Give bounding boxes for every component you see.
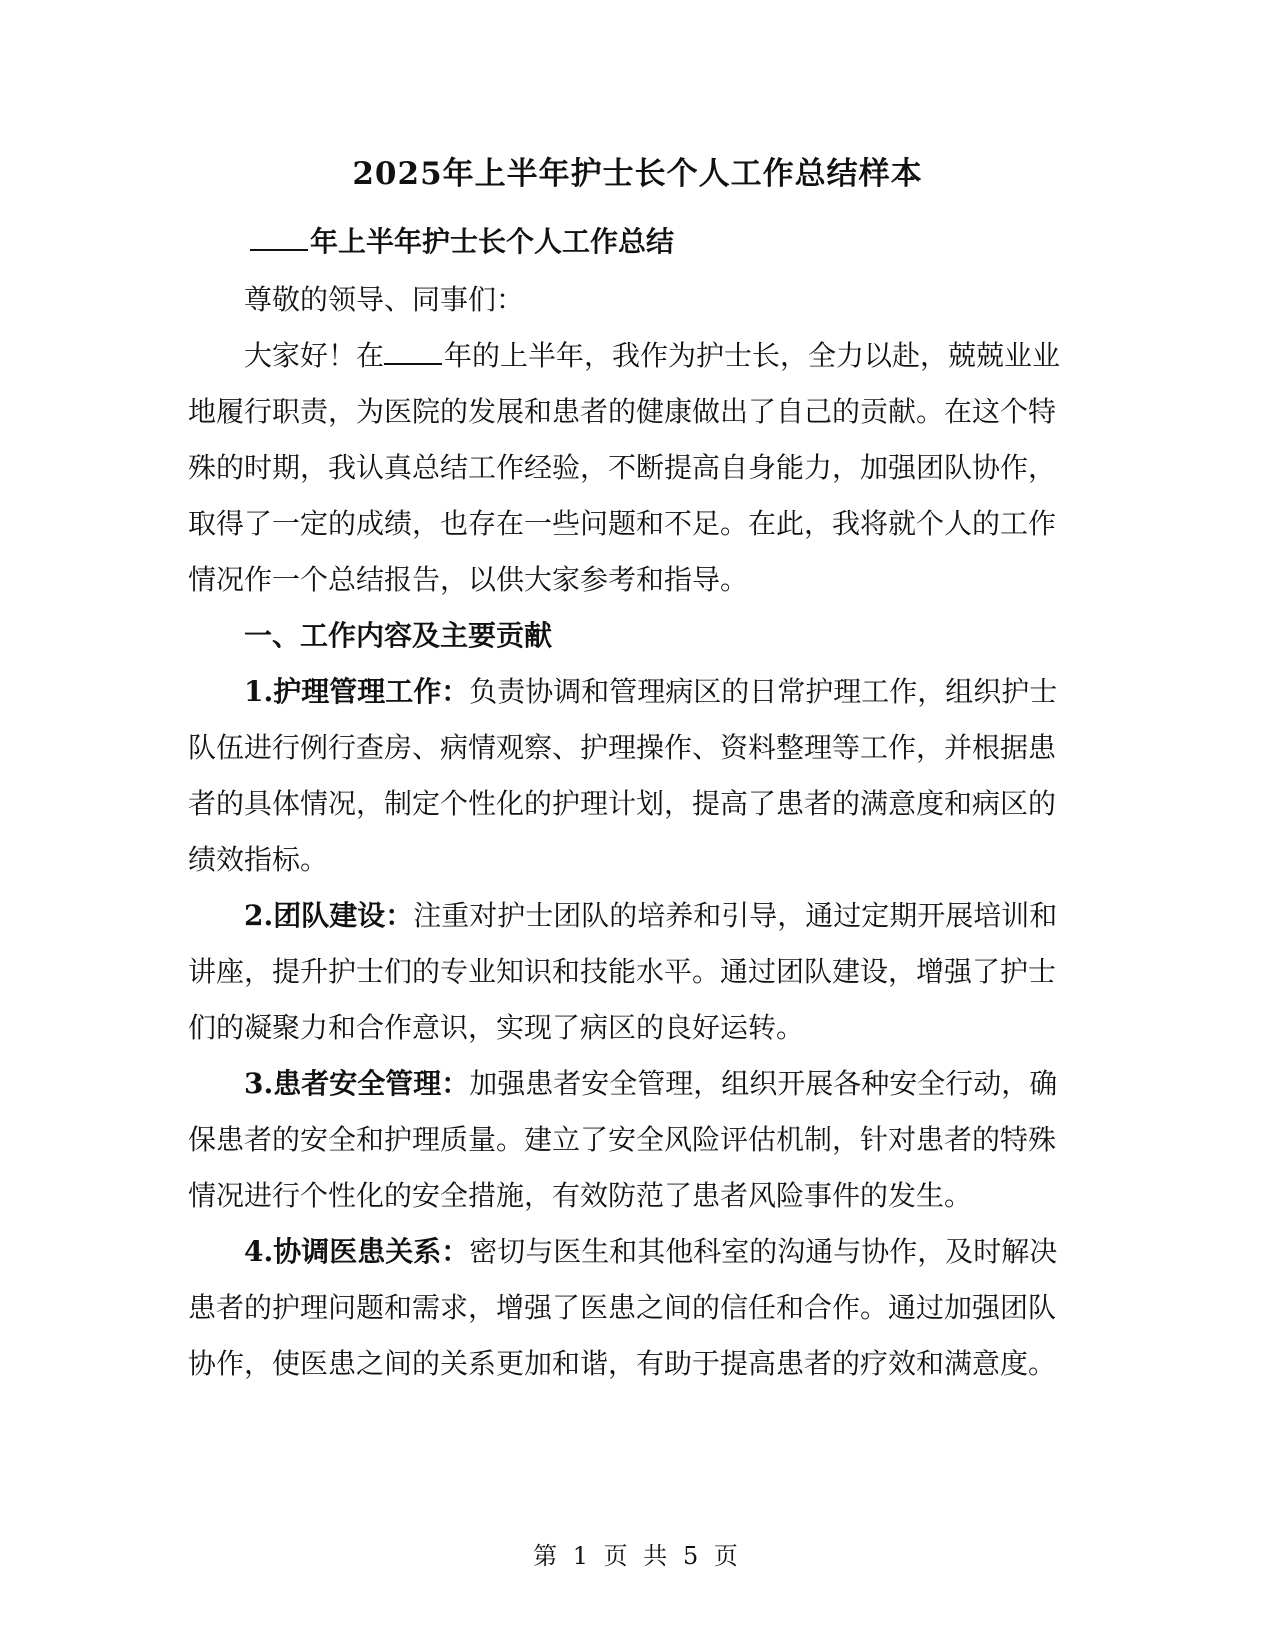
item-label: 2.团队建设： [244, 899, 414, 932]
list-item [188, 1056, 1068, 1224]
page-number: 第 1 页 共 5 页 [533, 1542, 742, 1570]
document-subtitle [188, 214, 1068, 270]
item-text: 负责协调和管理病区的日常护理工作，组织护士队伍进行例行查房、病情观察、护理操作、资料整理等工作，并根据患者的具体情况，制定个性化的护理计划，提高了患者的满意度和病区的绩效指标。 [188, 675, 1058, 876]
intro-part1: 大家好！在 [244, 339, 385, 372]
document-body [188, 214, 1068, 1392]
document-title: 2025年上半年护士长个人工作总结样本 [352, 156, 923, 192]
intro-blank [384, 339, 442, 365]
intro-part2: 年的上半年，我作为护士长，全力以赴，兢兢业业地履行职责，为医院的发展和患者的健康做出了自己的贡献。在这个特殊的时期，我认真总结工作经验，不断提高自身能力，加强团队协作，取得了一定的成绩，也存在一些问题和不足。在此，我将就个人的工作情况作一个总结报告，以供大家参考和指导。 [188, 339, 1061, 596]
section-heading: 一、工作内容及主要贡献 [244, 619, 553, 652]
list-item [188, 888, 1068, 1056]
item-text: 加强患者安全管理，组织开展各种安全行动，确保患者的安全和护理质量。建立了安全风险评估机制，针对患者的特殊情况进行个性化的安全措施，有效防范了患者风险事件的发生。 [188, 1067, 1058, 1212]
subtitle-blank [250, 225, 308, 251]
item-text: 密切与医生和其他科室的沟通与协作，及时解决患者的护理问题和需求，增强了医患之间的信任和合作。通过加强团队协作，使医患之间的关系更加和谐，有助于提高患者的疗效和满意度。 [188, 1235, 1058, 1380]
subtitle-text: 年上半年护士长个人工作总结 [310, 225, 675, 258]
list-item [188, 664, 1068, 888]
item-label: 1.护理管理工作： [244, 675, 470, 708]
item-text: 注重对护士团队的培养和引导，通过定期开展培训和讲座，提升护士们的专业知识和技能水平。通过团队建设，增强了护士们的凝聚力和合作意识，实现了病区的良好运转。 [188, 899, 1058, 1044]
intro-paragraph [188, 328, 1068, 608]
greeting: 尊敬的领导、同事们： [244, 283, 525, 316]
list-item [188, 1224, 1068, 1392]
item-label: 4.协调医患关系： [244, 1235, 470, 1268]
item-label: 3.患者安全管理： [244, 1067, 470, 1100]
